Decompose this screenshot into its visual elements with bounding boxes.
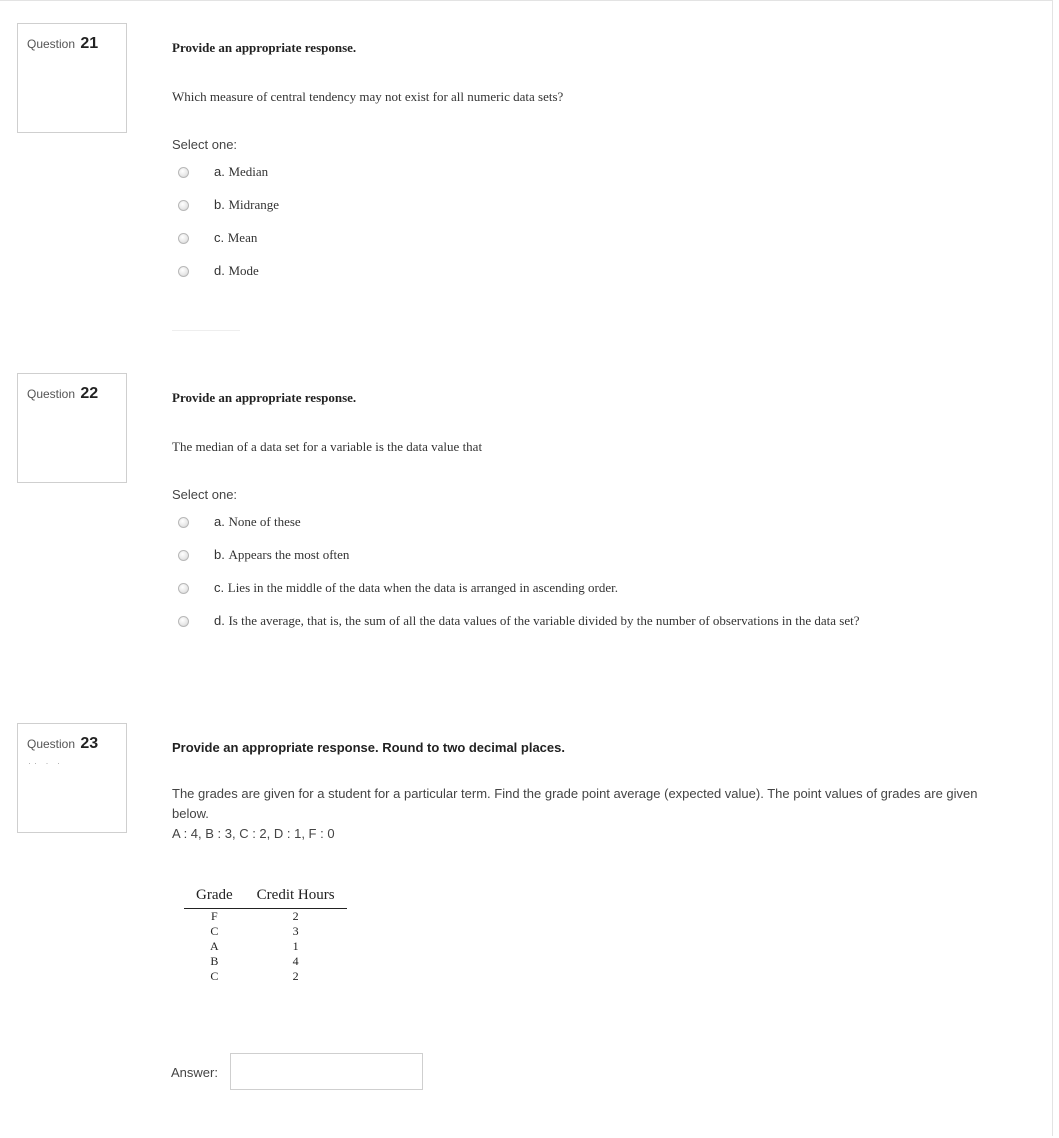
answer-options-21 xyxy=(172,160,1032,290)
question-number: 23 xyxy=(80,735,99,752)
grades-table xyxy=(184,884,347,984)
radio-button[interactable] xyxy=(178,616,189,627)
question-prompt-title-22: Provide an appropriate response. xyxy=(172,390,357,405)
option-text: Appears the most often xyxy=(228,547,350,562)
credit-hours-cell: 2 xyxy=(292,969,299,983)
question-label xyxy=(27,35,98,53)
option-text: Mode xyxy=(228,263,259,278)
point-values: A : 4, B : 3, C : 2, D : 1, F : 0 xyxy=(172,826,335,841)
table-row xyxy=(184,939,347,954)
option-letter: b. xyxy=(214,547,225,562)
table-header-row xyxy=(184,884,347,909)
credit-hours-cell: 4 xyxy=(292,954,299,968)
credit-hours-cell: 2 xyxy=(292,909,299,923)
option-text: Is the average, that is, the sum of all the data values of the variable divided by the number of observations in the data set? xyxy=(228,613,860,628)
select-one-label-21: Select one: xyxy=(172,137,238,152)
option-letter: c. xyxy=(214,580,225,595)
column-header-credit-hours: Credit Hours xyxy=(245,884,347,909)
question-label-text: Question xyxy=(27,737,76,751)
select-one-label-22: Select one: xyxy=(172,487,238,502)
grade-cell: F xyxy=(210,909,218,923)
table-row xyxy=(184,909,347,925)
question-number: 21 xyxy=(80,35,99,52)
option-letter: a. xyxy=(214,514,225,529)
credit-hours-cell: 3 xyxy=(292,924,299,938)
question-text-23 xyxy=(172,784,1002,844)
option-letter: d. xyxy=(214,263,225,278)
option-text: Mean xyxy=(227,230,258,245)
question-text-22: The median of a data set for a variable is the data value that xyxy=(172,439,483,454)
table-row xyxy=(184,954,347,969)
column-header-grade: Grade xyxy=(184,884,245,909)
table-row xyxy=(184,924,347,939)
grade-cell: B xyxy=(210,954,219,968)
question-info-box-22 xyxy=(17,373,127,483)
grade-cell: C xyxy=(210,969,219,983)
grade-cell: A xyxy=(209,939,219,953)
answer-label: Answer: xyxy=(171,1065,218,1080)
option-letter: d. xyxy=(214,613,225,628)
option-text: Lies in the middle of the data when the data is arranged in ascending order. xyxy=(227,580,618,595)
radio-button[interactable] xyxy=(178,167,189,178)
question-info-box-23 xyxy=(17,723,127,833)
radio-button[interactable] xyxy=(178,517,189,528)
question-info-box-21 xyxy=(17,23,127,133)
table-row xyxy=(184,969,347,984)
answer-input[interactable] xyxy=(230,1053,423,1090)
question-prompt-title: Provide an appropriate response. xyxy=(172,40,357,55)
question-divider xyxy=(172,330,240,331)
radio-button[interactable] xyxy=(178,200,189,211)
option-letter: a. xyxy=(214,164,225,179)
answer-options-22 xyxy=(172,510,1032,640)
question-description: The grades are given for a student for a particular term. Find the grade point average (expected value). The point values of grades are given below. xyxy=(172,786,978,821)
radio-button[interactable] xyxy=(178,550,189,561)
radio-button[interactable] xyxy=(178,233,189,244)
question-number: 22 xyxy=(80,385,99,402)
question-text-21: Which measure of central tendency may not exist for all numeric data sets? xyxy=(172,89,564,104)
flag-placeholder: ·· · · xyxy=(28,758,63,768)
question-label-text: Question xyxy=(27,387,76,401)
option-letter: b. xyxy=(214,197,225,212)
option-letter: c. xyxy=(214,230,225,245)
option-text: Midrange xyxy=(228,197,280,212)
question-label xyxy=(27,385,98,403)
grade-cell: C xyxy=(210,924,219,938)
radio-button[interactable] xyxy=(178,266,189,277)
question-label-text: Question xyxy=(27,37,76,51)
question-content-21 xyxy=(172,40,356,56)
option-text: Median xyxy=(228,164,269,179)
credit-hours-cell: 1 xyxy=(292,939,299,953)
option-text: None of these xyxy=(228,514,301,529)
question-label xyxy=(27,735,98,753)
question-prompt-title-23: Provide an appropriate response. Round to two decimal places. xyxy=(172,740,565,755)
radio-button[interactable] xyxy=(178,583,189,594)
